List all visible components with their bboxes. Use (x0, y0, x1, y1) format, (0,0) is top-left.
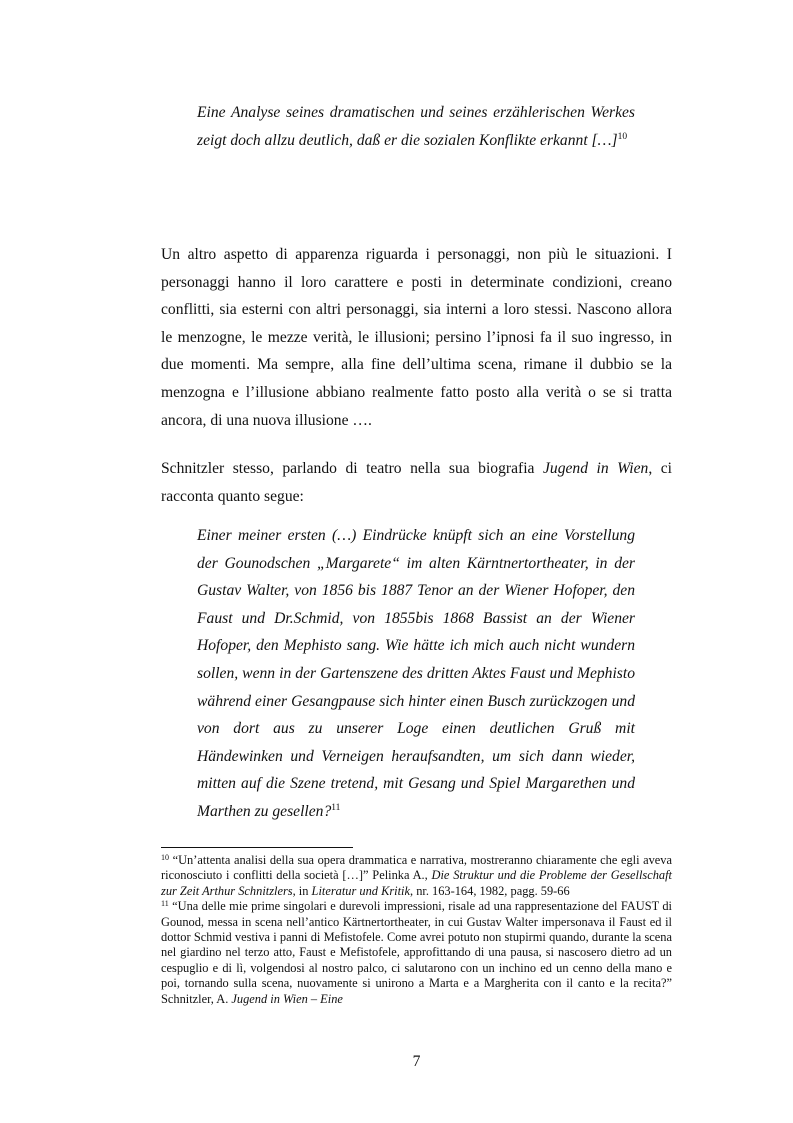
footnote-11-number: 11 (161, 899, 169, 909)
body-paragraph-characters: Un altro aspetto di apparenza riguarda i personaggi, non più le situazioni. I personaggi hanno il loro carattere e posti in determinate condizioni, creano conflitti, sia esterni con altri personaggi, sia interni a loro stessi. Nascono allora le menzogne, le mezze verità, le illusioni; persino l’ipnosi fa il suo ingresso, in due momenti. Ma sempre, alla fine dell’ultima scena, rimane il dubbio se la menzogna e l’illusione abbiano realmente fatto posto alla verità o se si tratta ancora, di una nuova illusione …. (161, 246, 672, 429)
footnote-ref-11[interactable]: 11 (331, 802, 341, 813)
footnote-11-text-a: “Una delle mie prime singolari e durevoli impressioni, risale ad una rappresentazione del FAUST di Gounod, messa in scena nell’antico Kärtnertortheater, in cui Gustav Walter impersonava il Faust ed il dottor Schmid vestiva i panni di Mefistofele. Come avrei potuto non stupirmi quando, durante la scena nel giardino nel terzo atto, Faust e Mefistofele, approfittando di una pausa, si nascosero dietro ad un cespuglio e di lì, volgendosi al nostro palco, ci salutarono con un inchino ed un cenno della mano e poi, tornando sulla scena, nuovamente si unirono a Marta e a Margherita con il canto e la recita?” Schnitzler, A. (161, 899, 672, 1006)
footnote-11 (161, 899, 672, 1007)
footnote-10-text-c: , nr. 163-164, 1982, pagg. 59-66 (410, 883, 570, 898)
quote-1-text: Eine Analyse seines dramatischen und seines erzählerischen Werkes zeigt doch allzu deutlich, daß er die sozialen Konflikte erkannt […] (197, 104, 635, 149)
footnote-10-number: 10 (161, 853, 169, 862)
footnote-10 (161, 853, 672, 899)
footnote-11-title-a: Jugend in Wien – Eine (231, 991, 343, 1006)
footnotes (161, 853, 672, 1007)
footnote-10-text-b: , in (292, 883, 312, 898)
quote-2-text: Einer meiner ersten (…) Eindrücke knüpft sich an eine Vorstellung der Gounodschen „Margarete“ im alten Kärntnertortheater, in der Gustav Walter, von 1856 bis 1887 Tenor an der Wiener Hofoper, den Faust und Dr.Schmid, von 1855bis 1868 Bassist an der Wiener Hofoper, den Mephisto sang. Wie hätte ich mich auch nicht wundern sollen, wenn in der Gartenszene des dritten Aktes Faust und Mephisto während einer Gesangpause sich hinter einen Busch zurückzogen und von dort aus zu unserer Loge einen deutlichen Gruß mit Händewinken und Verneigen heraufsandten, um sich dann wieder, mitten auf die Szene tretend, mit Gesang und Spiel Margarethen und Marthen zu gesellen? (197, 527, 635, 820)
body-paragraph-biography-intro (161, 455, 672, 510)
page-number: 7 (412, 1053, 421, 1070)
footnote-ref-10[interactable]: 10 (617, 131, 628, 142)
block-quote-german-2 (197, 522, 635, 826)
footnote-10-text-a: “Un’attenta analisi della sua opera drammatica e narrativa, mostreranno chiaramente che egli aveva riconosciuto i conflitti della società […]” Pelinka A., (161, 853, 672, 883)
para-2-text-after: , ci racconta quanto segue: (161, 460, 673, 505)
footnote-10-title-b: Literatur und Kritik (311, 883, 410, 898)
footnote-10-title-a: Die Struktur und die Probleme der Gesellschaft zur Zeit Arthur Schnitzlers (161, 868, 673, 898)
block-quote-german-1 (197, 99, 635, 154)
footnote-separator (161, 847, 353, 848)
para-2-text-before: Schnitzler stesso, parlando di teatro nella sua biografia (161, 460, 543, 477)
book-title-jugend-in-wien: Jugend in Wien (542, 460, 649, 477)
